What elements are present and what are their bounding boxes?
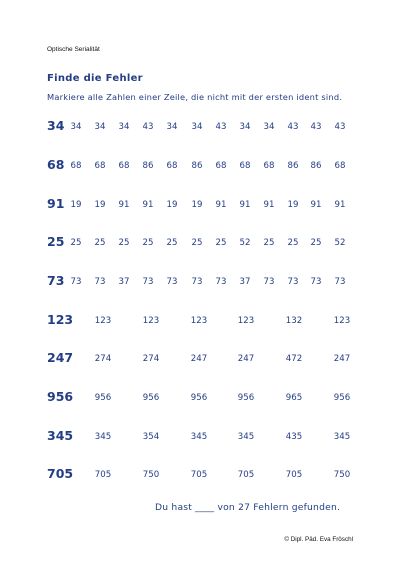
number-row [0,350,400,370]
number-cell[interactable]: 123 [333,316,351,326]
number-cell[interactable]: 68 [70,161,82,171]
number-cell[interactable]: 472 [285,354,303,364]
worksheet-instruction: Markiere alle Zahlen einer Zeile, die nicht mit der ersten ident sind. [47,92,343,102]
number-cell[interactable]: 435 [285,432,303,442]
number-cell[interactable]: 34 [94,122,106,132]
number-cell[interactable]: 19 [287,200,299,210]
number-cell[interactable]: 19 [166,200,178,210]
number-cell[interactable]: 73 [70,277,82,287]
number-cell[interactable]: 965 [285,393,303,403]
number-cell[interactable]: 68 [118,161,130,171]
number-cell[interactable]: 91 [239,200,251,210]
number-cell[interactable]: 123 [190,316,208,326]
number-cell[interactable]: 86 [191,161,203,171]
number-cell[interactable]: 750 [333,470,351,480]
row-reference-number: 34 [47,118,65,133]
number-cell[interactable]: 68 [94,161,106,171]
number-cell[interactable]: 25 [215,238,227,248]
number-cell[interactable]: 25 [166,238,178,248]
number-cell[interactable]: 43 [287,122,299,132]
number-cell[interactable]: 345 [237,432,255,442]
number-cell[interactable]: 34 [118,122,130,132]
number-cell[interactable]: 34 [166,122,178,132]
number-cell[interactable]: 86 [142,161,154,171]
number-cell[interactable]: 68 [334,161,346,171]
number-cell[interactable]: 91 [334,200,346,210]
number-cell[interactable]: 73 [334,277,346,287]
number-cell[interactable]: 123 [94,316,112,326]
row-reference-number: 956 [47,389,74,404]
number-cell[interactable]: 73 [191,277,203,287]
number-cell[interactable]: 956 [94,393,112,403]
number-cell[interactable]: 86 [310,161,322,171]
number-cell[interactable]: 43 [215,122,227,132]
number-cell[interactable]: 34 [263,122,275,132]
number-cell[interactable]: 25 [118,238,130,248]
number-cell[interactable]: 247 [237,354,255,364]
number-cell[interactable]: 345 [94,432,112,442]
number-cell[interactable]: 68 [166,161,178,171]
number-cell[interactable]: 956 [142,393,160,403]
row-reference-number: 73 [47,273,65,288]
number-cell[interactable]: 91 [118,200,130,210]
worksheet-title: Finde die Fehler [47,73,143,84]
number-cell[interactable]: 34 [239,122,251,132]
result-line: Du hast ____ von 27 Fehlern gefunden. [155,502,341,513]
number-cell[interactable]: 345 [333,432,351,442]
number-cell[interactable]: 34 [70,122,82,132]
number-cell[interactable]: 91 [310,200,322,210]
number-cell[interactable]: 750 [142,470,160,480]
number-cell[interactable]: 132 [285,316,303,326]
row-reference-number: 345 [47,428,74,443]
number-cell[interactable]: 25 [287,238,299,248]
number-cell[interactable]: 19 [191,200,203,210]
number-cell[interactable]: 91 [263,200,275,210]
row-reference-number: 123 [47,312,74,327]
number-cell[interactable]: 73 [310,277,322,287]
number-row [0,196,400,216]
number-cell[interactable]: 705 [237,470,255,480]
number-cell[interactable]: 52 [334,238,346,248]
number-cell[interactable]: 956 [333,393,351,403]
number-cell[interactable]: 91 [215,200,227,210]
number-cell[interactable]: 705 [94,470,112,480]
number-cell[interactable]: 73 [287,277,299,287]
number-row [0,466,400,486]
row-reference-number: 68 [47,157,65,172]
number-cell[interactable]: 43 [310,122,322,132]
copyright-note: © Dipl. Päd. Eva Fröschl [284,536,353,543]
number-row [0,428,400,448]
number-cell[interactable]: 123 [142,316,160,326]
number-cell[interactable]: 123 [237,316,255,326]
number-cell[interactable]: 68 [263,161,275,171]
number-cell[interactable]: 956 [237,393,255,403]
number-cell[interactable]: 73 [94,277,106,287]
number-cell[interactable]: 705 [190,470,208,480]
number-cell[interactable]: 73 [142,277,154,287]
number-cell[interactable]: 19 [94,200,106,210]
number-cell[interactable]: 25 [263,238,275,248]
row-reference-number: 91 [47,196,65,211]
number-cell[interactable]: 25 [310,238,322,248]
number-row [0,234,400,254]
number-cell[interactable]: 25 [142,238,154,248]
number-cell[interactable]: 19 [70,200,82,210]
number-cell[interactable]: 68 [215,161,227,171]
number-cell[interactable]: 247 [333,354,351,364]
number-cell[interactable]: 37 [118,277,130,287]
number-row [0,312,400,332]
number-cell[interactable]: 247 [190,354,208,364]
number-cell[interactable]: 73 [215,277,227,287]
number-cell[interactable]: 52 [239,238,251,248]
row-reference-number: 25 [47,234,65,249]
number-row [0,273,400,293]
number-cell[interactable]: 274 [142,354,160,364]
row-reference-number: 705 [47,466,74,481]
number-cell[interactable]: 43 [142,122,154,132]
number-cell[interactable]: 354 [142,432,160,442]
number-cell[interactable]: 705 [285,470,303,480]
number-row [0,118,400,138]
number-cell[interactable]: 73 [263,277,275,287]
number-row [0,389,400,409]
number-cell[interactable]: 73 [166,277,178,287]
number-cell[interactable]: 25 [70,238,82,248]
page-header: Optische Serialität [47,46,100,53]
row-reference-number: 247 [47,350,74,365]
number-cell[interactable]: 956 [190,393,208,403]
number-cell[interactable]: 91 [142,200,154,210]
number-cell[interactable]: 37 [239,277,251,287]
number-cell[interactable]: 25 [191,238,203,248]
number-cell[interactable]: 25 [94,238,106,248]
number-cell[interactable]: 86 [287,161,299,171]
number-cell[interactable]: 274 [94,354,112,364]
number-cell[interactable]: 43 [334,122,346,132]
number-cell[interactable]: 68 [239,161,251,171]
number-cell[interactable]: 345 [190,432,208,442]
number-row [0,157,400,177]
number-cell[interactable]: 34 [191,122,203,132]
